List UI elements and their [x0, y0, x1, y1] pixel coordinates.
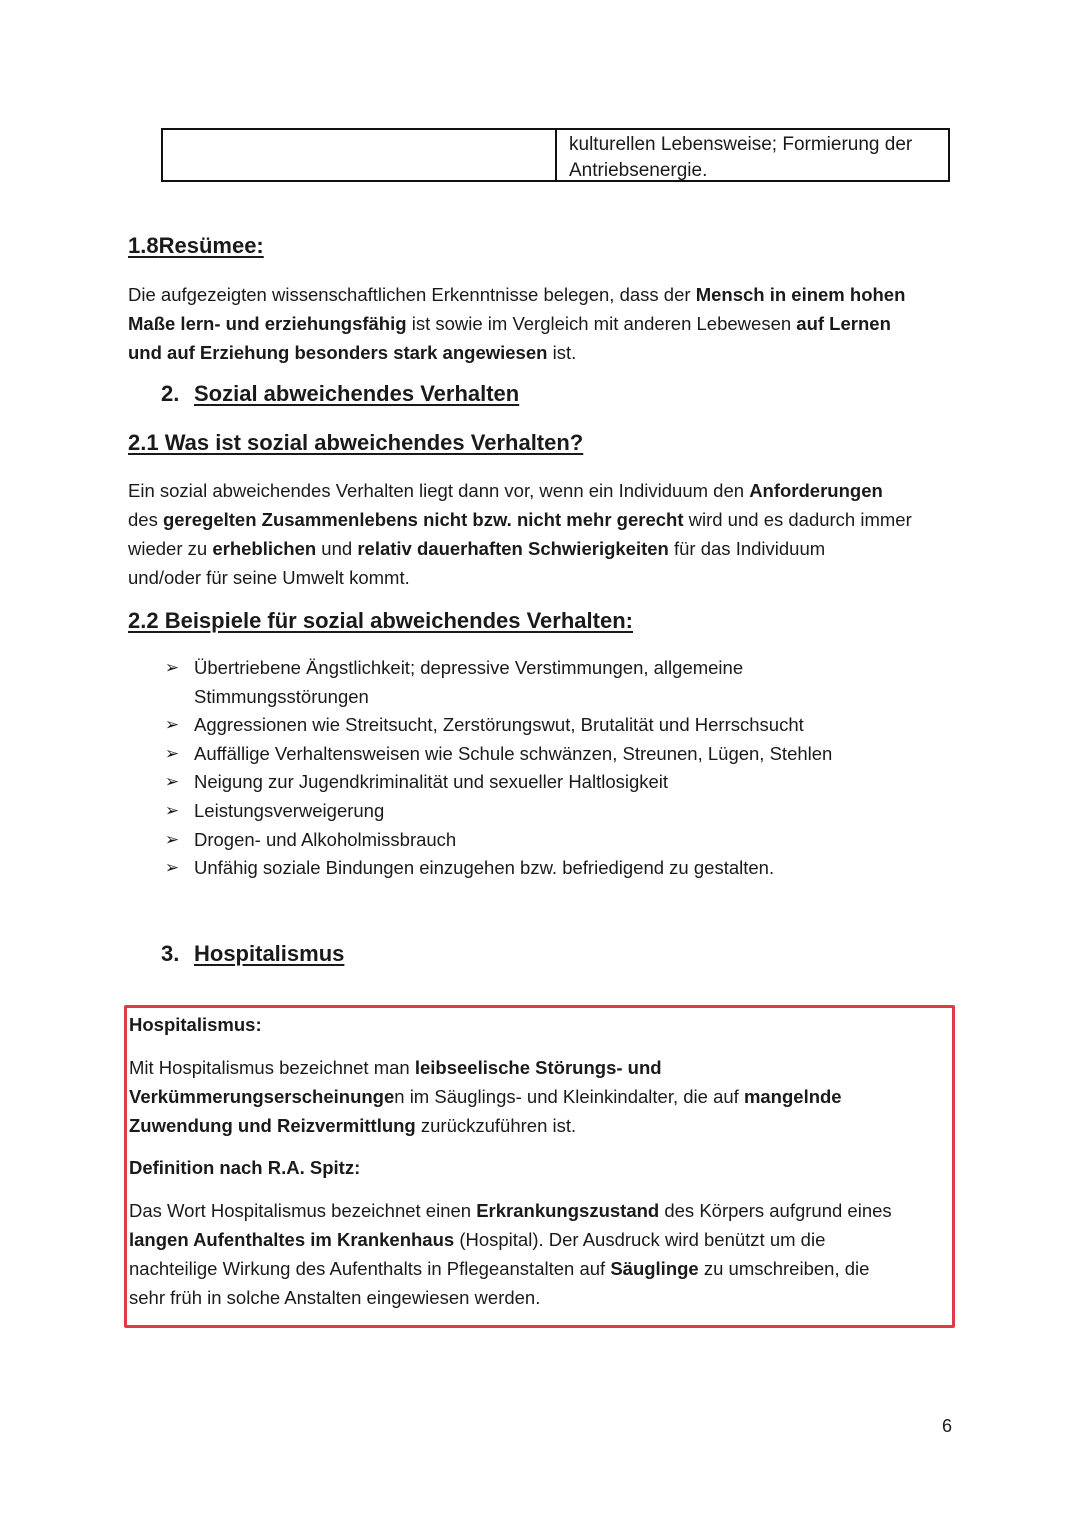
- heading-number: 2.: [161, 381, 180, 406]
- paragraph-line: Ein sozial abweichendes Verhalten liegt dann vor, wenn ein Individuum den Anforderungen: [128, 480, 883, 501]
- paragraph-line: wieder zu erheblichen und relativ dauerhaften Schwierigkeiten für das Individuum: [128, 538, 826, 559]
- paragraph-line: sehr früh in solche Anstalten eingewiesen werden.: [129, 1287, 541, 1308]
- arrow-bullet-icon: ➢: [164, 829, 180, 849]
- list-item: ➢ Neigung zur Jugendkriminalität und sexueller Haltlosigkeit: [162, 768, 962, 797]
- page-number: 6: [941, 1416, 952, 1436]
- heading-2-2: 2.2 Beispiele für sozial abweichendes Verhalten:: [128, 608, 633, 633]
- paragraph-line: Verkümmerungserscheinungen im Säuglings- und Kleinkindalter, die auf mangelnde: [129, 1086, 842, 1107]
- heading-title: Hospitalismus: [194, 941, 345, 966]
- table-cell-line: kulturellen Lebensweise; Formierung der: [569, 134, 913, 155]
- arrow-bullet-icon: ➢: [164, 800, 180, 820]
- examples-list: [162, 654, 962, 883]
- paragraph-line: Das Wort Hospitalismus bezeichnet einen Erkrankungszustand des Körpers aufgrund eines: [129, 1200, 892, 1221]
- box-heading-hospitalismus: Hospitalismus:: [129, 1014, 262, 1035]
- heading-number: 1.8: [128, 233, 159, 258]
- paragraph-line: und/oder für seine Umwelt kommt.: [128, 567, 410, 588]
- heading-number: 3.: [161, 941, 180, 966]
- list-item: ➢ Drogen- und Alkoholmissbrauch: [162, 826, 962, 855]
- definition-paragraph: [128, 476, 968, 592]
- box-paragraph-2: [129, 1196, 949, 1312]
- arrow-bullet-icon: ➢: [164, 658, 180, 677]
- heading-2: [161, 381, 519, 407]
- resuemee-paragraph: [128, 280, 968, 367]
- box-paragraph-1: [129, 1053, 949, 1140]
- list-item: ➢ Auffällige Verhaltensweisen wie Schule schwänzen, Streunen, Lügen, Stehlen: [162, 740, 962, 769]
- arrow-bullet-icon: ➢: [164, 743, 180, 763]
- arrow-bullet-icon: ➢: [164, 772, 180, 792]
- paragraph-line: Maße lern- und erziehungsfähig ist sowie im Vergleich mit anderen Lebewesen auf Lernen: [128, 313, 891, 334]
- heading-2-1: 2.1 Was ist sozial abweichendes Verhalten?: [128, 430, 584, 455]
- paragraph-line: langen Aufenthaltes im Krankenhaus (Hospital). Der Ausdruck wird benützt um die: [129, 1229, 826, 1250]
- paragraph-line: und auf Erziehung besonders stark angewiesen ist.: [128, 342, 577, 363]
- heading-title: Sozial abweichendes Verhalten: [194, 381, 520, 406]
- continuation-table: [161, 128, 950, 182]
- paragraph-line: Mit Hospitalismus bezeichnet man leibseelische Störungs- und: [129, 1057, 662, 1078]
- heading-3: [161, 941, 344, 967]
- paragraph-line: Zuwendung und Reizvermittlung zurückzuführen ist.: [129, 1115, 577, 1136]
- heading-title: Resümee:: [158, 233, 264, 258]
- paragraph-line: Die aufgezeigten wissenschaftlichen Erkenntnisse belegen, dass der Mensch in einem hohen: [128, 284, 906, 305]
- list-item: ➢ Aggressionen wie Streitsucht, Zerstörungswut, Brutalität und Herrschsucht: [162, 711, 962, 740]
- arrow-bullet-icon: ➢: [164, 715, 180, 735]
- table-cell-line: Antriebsenergie.: [569, 160, 708, 181]
- arrow-bullet-icon: ➢: [164, 858, 180, 878]
- heading-1-8: [128, 233, 264, 259]
- paragraph-line: nachteilige Wirkung des Aufenthalts in Pflegeanstalten auf Säuglinge zu umschreiben, die: [129, 1258, 870, 1279]
- list-item: ➢ Übertriebene Ängstlichkeit; depressive Verstimmungen, allgemeine Stimmungsstörungen: [162, 654, 962, 711]
- box-heading-definition: Definition nach R.A. Spitz:: [129, 1157, 361, 1178]
- list-item: ➢ Leistungsverweigerung: [162, 797, 962, 826]
- list-item: ➢ Unfähig soziale Bindungen einzugehen bzw. befriedigend zu gestalten.: [162, 854, 962, 883]
- table-cell-empty: [163, 130, 557, 180]
- table-cell-text: [557, 130, 948, 180]
- paragraph-line: des geregelten Zusammenlebens nicht bzw. nicht mehr gerecht wird und es dadurch immer: [128, 509, 912, 530]
